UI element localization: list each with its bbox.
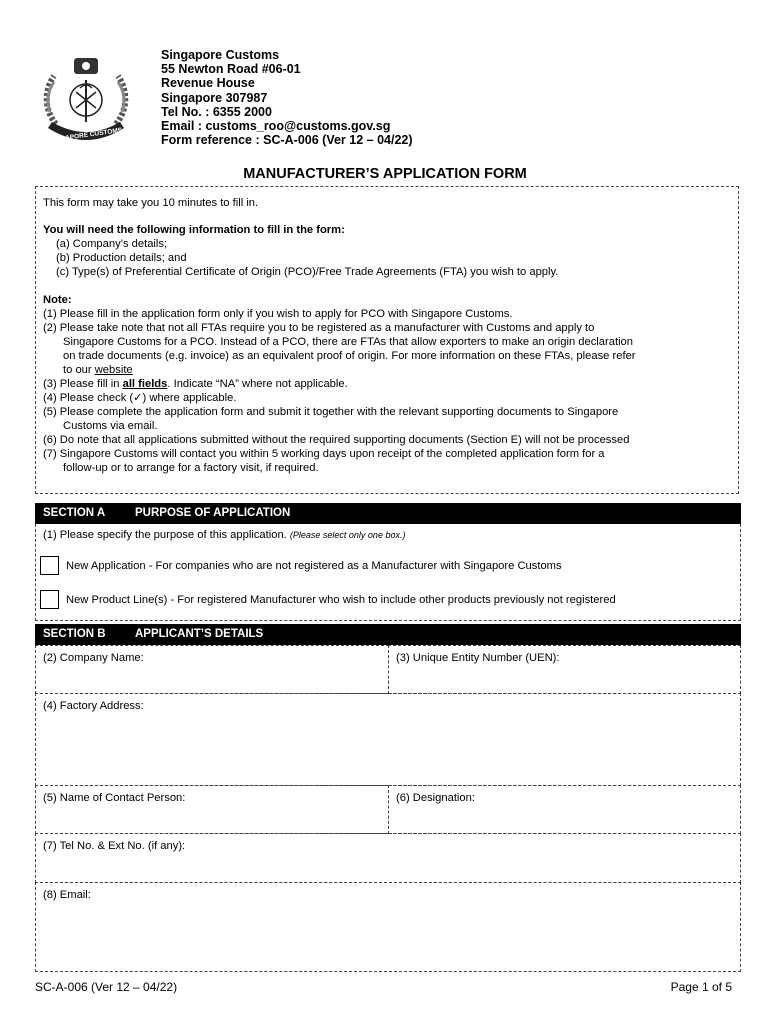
note-2-prefix: to our [63,364,95,376]
tel-number: Tel No. : 6355 2000 [161,104,272,119]
address-block [161,48,413,147]
factory-address-label: (4) Factory Address: [43,700,144,712]
new-product-line-checkbox[interactable] [40,590,59,609]
company-name-label: (2) Company Name: [43,652,144,664]
tel-field[interactable] [35,833,741,883]
form-reference: Form reference : SC-A-006 (Ver 12 – 04/22) [161,133,413,148]
section-b-header [35,624,741,645]
contact-email: Email : customs_roo@customs.gov.sg [161,119,391,134]
contact-person-field[interactable] [35,785,389,834]
tel-label: (7) Tel No. & Ext No. (if any): [43,840,186,852]
section-b-title: APPLICANT’S DETAILS [135,628,264,640]
note-2-line-3: on trade documents (e.g. invoice) as an equivalent proof of origin. For more information on these FTAs, please refer [63,350,636,362]
new-product-line-label: New Product Line(s) - For registered Manufacturer who wish to include other products previously not registered [66,594,616,606]
org-name: Singapore Customs [161,48,280,62]
note-2-line-2: Singapore Customs for a PCO. Instead of a PCO, there are FTAs that allow exporters to make an origin declaration [63,336,634,348]
note-4: (4) Please check (✓) where applicable. [43,392,237,404]
note-7-line-1: (7) Singapore Customs will contact you within 5 working days upon receipt of the completed application form for a [43,448,605,460]
contact-person-label: (5) Name of Contact Person: [43,792,186,804]
purpose-question-hint: (Please select only one box.) [289,530,406,540]
section-a-body [35,524,741,621]
note-3-emphasis: all fields [122,378,168,390]
factory-address-field[interactable] [35,693,741,786]
info-heading: You will need the following information to fill in the form: [43,224,345,236]
footer-page-number: Page 1 of 5 [670,980,732,994]
info-item-a: (a) Company’s details; [56,238,168,250]
note-3-suffix: . Indicate “NA” where not applicable. [167,378,348,390]
website-link[interactable]: website [94,364,133,376]
purpose-question [43,529,405,541]
intro-box [35,186,739,494]
note-3-prefix: (3) Please fill in [43,378,123,390]
address-line-1: 55 Newton Road #06-01 [161,62,301,77]
company-name-field[interactable] [35,645,389,694]
form-title: MANUFACTURER’S APPLICATION FORM [243,166,527,182]
designation-label: (6) Designation: [396,792,475,804]
email-field[interactable] [35,882,741,972]
note-6: (6) Do note that all applications submitted without the required supporting documents (Section E) will not be processed [43,434,630,446]
address-line-2: Revenue House [161,76,255,91]
section-b-id: SECTION B [43,628,106,640]
footer-form-code: SC-A-006 (Ver 12 – 04/22) [35,980,178,994]
note-5-line-2: Customs via email. [63,420,158,432]
new-application-label: New Application - For companies who are not registered as a Manufacturer with Singapore Customs [66,560,562,572]
note-1: (1) Please fill in the application form only if you wish to apply for PCO with Singapore Customs. [43,308,513,320]
info-item-b: (b) Production details; and [56,252,187,264]
note-2-line-4 [63,363,133,377]
note-heading: Note: [43,294,72,306]
designation-field[interactable] [388,785,741,834]
note-7-line-2: follow-up or to arrange for a factory visit, if required. [63,462,319,474]
address-line-3: Singapore 307987 [161,90,268,105]
info-item-c: (c) Type(s) of Preferential Certificate of Origin (PCO)/Free Trade Agreements (FTA) you wish to apply. [56,266,559,278]
note-2-line-1: (2) Please take note that not all FTAs require you to be registered as a manufacturer with Customs and apply to [43,322,595,334]
singapore-customs-logo [36,52,136,152]
note-5-line-1: (5) Please complete the application form and submit it together with the relevant supporting documents to Singapore [43,406,619,418]
section-a-id: SECTION A [43,507,106,519]
section-a-header [35,503,741,524]
purpose-question-text: (1) Please specify the purpose of this application. [43,529,287,541]
uen-label: (3) Unique Entity Number (UEN): [396,652,560,664]
new-application-checkbox[interactable] [40,556,59,575]
email-label: (8) Email: [43,889,91,901]
time-note: This form may take you 10 minutes to fill in. [43,197,259,209]
section-a-title: PURPOSE OF APPLICATION [135,507,291,519]
logo-text: SINGAPORE CUSTOMS [49,126,123,145]
uen-field[interactable] [388,645,741,694]
note-3 [43,377,348,391]
